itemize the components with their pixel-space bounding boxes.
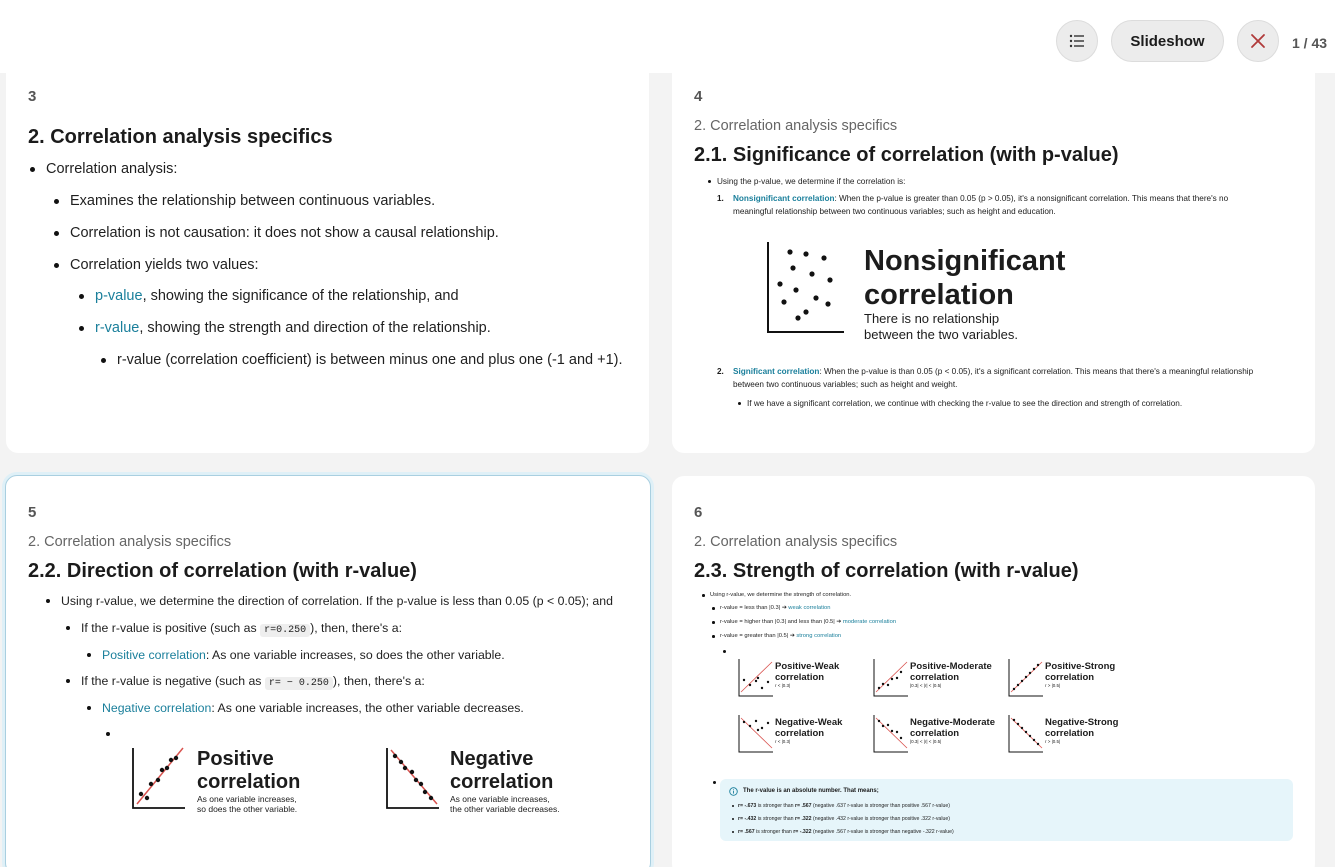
thumbnail-title: Positive-Weak bbox=[775, 661, 840, 672]
list-item: Using the p-value, we determine if the correlation is: bbox=[717, 177, 906, 186]
negative-scatter-icon bbox=[385, 746, 441, 810]
slide-title: 2.1. Significance of correlation (with p-value) bbox=[694, 144, 1119, 166]
slide-title: 2. Correlation analysis specifics bbox=[28, 126, 333, 148]
code-snippet: r= − 0.250 bbox=[265, 677, 333, 690]
callout-title: The r-value is an absolute number. That means; bbox=[743, 788, 879, 794]
list-item: Correlation is not causation: it does not show a causal relationship. bbox=[70, 225, 499, 241]
list-item: Examines the relationship between continuous variables. bbox=[70, 193, 436, 209]
code-snippet: r=0.250 bbox=[260, 624, 310, 637]
strength-thumbnail bbox=[738, 658, 868, 706]
slideshow-button[interactable]: Slideshow bbox=[1111, 20, 1224, 62]
breadcrumb: 2. Correlation analysis specifics bbox=[694, 118, 898, 134]
thumbnail-range: r > |0.5| bbox=[1045, 683, 1061, 688]
figure-subtitle: As one variable increases, bbox=[197, 794, 297, 804]
info-icon bbox=[729, 787, 738, 796]
info-callout bbox=[720, 779, 1293, 841]
thumbnail-range: r < |0.3| bbox=[775, 683, 791, 688]
figure-subtitle: As one variable increases, bbox=[450, 794, 550, 804]
thumbnail-range: r < |0.3| bbox=[775, 739, 791, 744]
figure-title: correlation bbox=[450, 771, 554, 793]
list-item: r-value, showing the strength and direction of the relationship. bbox=[95, 320, 491, 336]
scatter-icon bbox=[738, 714, 774, 754]
list-item: Positive correlation: As one variable increases, so does the other variable. bbox=[102, 648, 505, 662]
significant-link[interactable]: Significant correlation bbox=[733, 367, 820, 376]
figure-subtitle: between the two variables. bbox=[864, 327, 1018, 342]
top-toolbar bbox=[0, 0, 1335, 73]
weak-correlation-link[interactable]: weak correlation bbox=[788, 605, 831, 611]
list-item: r-value (correlation coefficient) is between minus one and plus one (-1 and +1). bbox=[117, 352, 623, 368]
thumbnail-title: correlation bbox=[910, 672, 960, 683]
thumbnail-title: Negative-Weak bbox=[775, 717, 843, 728]
slide-number: 4 bbox=[694, 88, 703, 105]
slide-title: 2.2. Direction of correlation (with r-value) bbox=[28, 560, 417, 582]
slide-title: 2.3. Strength of correlation (with r-value) bbox=[694, 560, 1079, 582]
list-item: Negative correlation: As one variable increases, the other variable decreases. bbox=[102, 701, 524, 715]
slide-card-4[interactable] bbox=[672, 60, 1315, 453]
r-value-link[interactable]: r-value bbox=[95, 320, 140, 336]
list-item: r-value = greater than |0.5| ➔ strong correlation bbox=[720, 633, 842, 639]
negative-correlation-link[interactable]: Negative correlation bbox=[102, 701, 212, 715]
slide-number: 5 bbox=[28, 504, 37, 521]
breadcrumb: 2. Correlation analysis specifics bbox=[694, 534, 898, 550]
slide-number: 6 bbox=[694, 504, 703, 521]
strength-thumbnail bbox=[1008, 714, 1138, 762]
list-item: Significant correlation: When the p-value is than 0.05 (p < 0.05), it's a significant correlation. This means that there's a meaningful relationship bbox=[733, 367, 1254, 376]
callout-item: r= .567 is stronger than r= -.322 (negative .567 r-value is stronger than negative -.322 r-value) bbox=[738, 829, 954, 835]
breadcrumb: 2. Correlation analysis specifics bbox=[28, 534, 232, 550]
scatter-icon bbox=[873, 714, 909, 754]
scatter-icon bbox=[1008, 658, 1044, 698]
scatter-icon bbox=[738, 658, 774, 698]
thumbnail-title: correlation bbox=[775, 672, 825, 683]
thumbnail-title: Positive-Moderate bbox=[910, 661, 992, 672]
list-item: p-value, showing the significance of the relationship, and bbox=[95, 288, 459, 304]
figure-title: correlation bbox=[197, 771, 301, 793]
nonsignificant-scatter-icon bbox=[766, 240, 846, 336]
close-button[interactable] bbox=[1237, 20, 1279, 62]
thumbnail-title: Positive-Strong bbox=[1045, 661, 1116, 672]
list-item: Correlation analysis: bbox=[46, 161, 178, 177]
thumbnail-range: r > |0.5| bbox=[1045, 739, 1061, 744]
thumbnail-title: correlation bbox=[1045, 728, 1095, 739]
list-number: 2. bbox=[717, 367, 724, 376]
thumbnail-range: |0.3| < |r| < |0.5| bbox=[910, 683, 942, 688]
outline-button[interactable] bbox=[1056, 20, 1098, 62]
list-item: If the r-value is negative (such as r= − 0.250 ), then, there's a: bbox=[81, 674, 425, 689]
strength-thumbnail bbox=[738, 714, 868, 762]
strength-thumbnail bbox=[873, 658, 1003, 706]
slide-card-3[interactable] bbox=[6, 60, 649, 453]
list-icon bbox=[1068, 32, 1086, 50]
list-item-continuation: meaningful relationship between two continuous variables; such as height and education. bbox=[733, 207, 1056, 216]
list-item: If the r-value is positive (such as r=0.250 ), then, there's a: bbox=[81, 621, 402, 636]
thumbnail-title: correlation bbox=[1045, 672, 1095, 683]
list-item: Nonsignificant correlation: When the p-value is greater than 0.05 (p > 0.05), it's a nonsignificant correlation. This means that there's no bbox=[733, 194, 1229, 203]
figure-title: correlation bbox=[864, 279, 1014, 311]
figure-subtitle: There is no relationship bbox=[864, 311, 1000, 326]
list-item: If we have a significant correlation, we continue with checking the r-value to see the direction and strength of correlation. bbox=[747, 399, 1183, 408]
list-item: Using r-value, we determine the direction of correlation. If the p-value is less than 0.05 (p < 0.05); and bbox=[61, 594, 613, 608]
scatter-icon bbox=[873, 658, 909, 698]
list-number: 1. bbox=[717, 194, 724, 203]
slide-number: 3 bbox=[28, 88, 37, 105]
thumbnail-range: |0.3| < |r| < |0.5| bbox=[910, 739, 942, 744]
close-icon bbox=[1249, 32, 1267, 50]
thumbnail-title: Negative-Strong bbox=[1045, 717, 1119, 728]
slide-card-6[interactable] bbox=[672, 476, 1315, 867]
page-counter: 1 / 43 bbox=[1292, 35, 1328, 51]
nonsignificant-link[interactable]: Nonsignificant correlation bbox=[733, 194, 835, 203]
figure-subtitle: the other variable decreases. bbox=[450, 804, 560, 814]
list-item: r-value = less than |0.3| ➔ weak correlation bbox=[720, 605, 831, 611]
strong-correlation-link[interactable]: strong correlation bbox=[796, 633, 842, 639]
figure-title: Nonsignificant bbox=[864, 245, 1066, 277]
list-item: Using r-value, we determine the strength of correlation. bbox=[710, 592, 852, 598]
callout-item: r= -.673 is stronger than r= .567 (negative .637 r-value is stronger than positive .567 r-value) bbox=[738, 803, 950, 809]
figure-title: Positive bbox=[197, 748, 274, 770]
thumbnail-title: Negative-Moderate bbox=[910, 717, 995, 728]
thumbnail-title: correlation bbox=[910, 728, 960, 739]
figure-subtitle: so does the other variable. bbox=[197, 804, 298, 814]
slide-card-5[interactable] bbox=[5, 475, 651, 867]
positive-scatter-icon bbox=[131, 746, 187, 810]
figure-title: Negative bbox=[450, 748, 534, 770]
list-item: r-value = higher than |0.3| and less than |0.5| ➔ moderate correlation bbox=[720, 619, 897, 625]
empty-bullet bbox=[106, 732, 110, 736]
strength-thumbnail bbox=[1008, 658, 1138, 706]
empty-bullet bbox=[713, 781, 716, 784]
thumbnail-title: correlation bbox=[775, 728, 825, 739]
strength-thumbnail bbox=[873, 714, 1003, 762]
scatter-icon bbox=[1008, 714, 1044, 754]
list-item-continuation: between two continuous variables; such as height and weight. bbox=[733, 380, 958, 389]
callout-item: r= -.432 is stronger than r= .322 (negative .432 r-value is stronger than positive .322 r-value) bbox=[738, 816, 950, 822]
list-item: Correlation yields two values: bbox=[70, 257, 259, 273]
empty-bullet bbox=[723, 650, 726, 653]
positive-correlation-link[interactable]: Positive correlation bbox=[102, 648, 206, 662]
moderate-correlation-link[interactable]: moderate correlation bbox=[842, 619, 897, 625]
p-value-link[interactable]: p-value bbox=[95, 288, 143, 304]
